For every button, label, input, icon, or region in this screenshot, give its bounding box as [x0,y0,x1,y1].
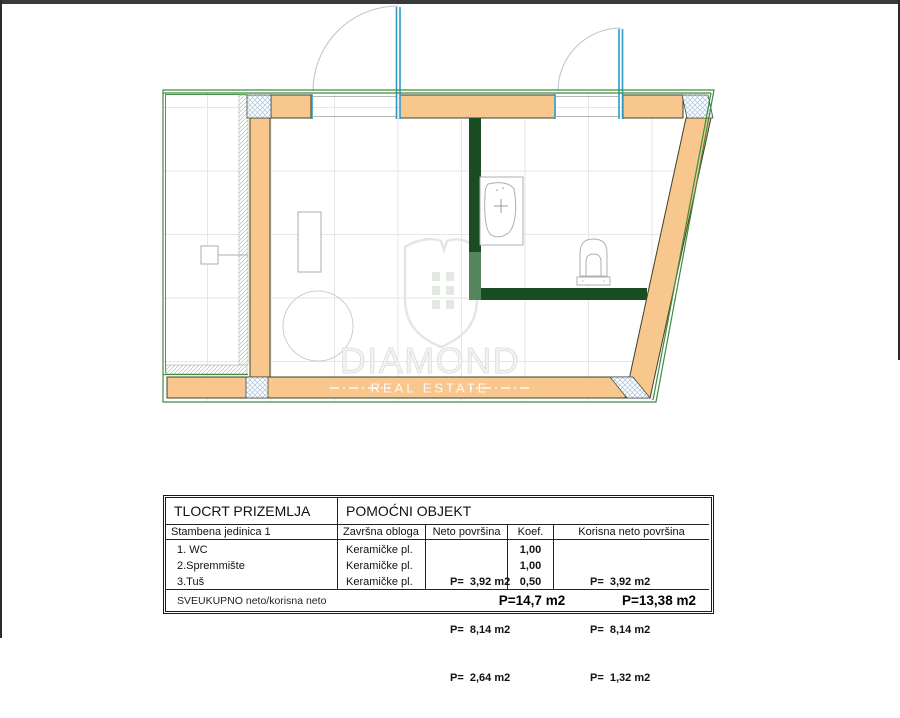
column-header-usable-area: Korisna neto površina [554,525,709,540]
room-name: 1. WC [177,544,208,556]
room-finish: Keramičke pl. [346,560,413,572]
room-net-area: P= 8,14 m2 [450,624,511,636]
door-2-swing-arc [558,28,621,91]
table-title-left: TLOCRT PRIZEMLJA [166,498,338,525]
room-net-area: P= 3,92 m2 [450,576,511,588]
top-wall-segment-c [623,95,683,118]
room-usable-area: P= 1,32 m2 [590,672,651,684]
door-1-swing-arc [313,6,398,91]
total-net-area: P=14,7 m2 [498,593,566,608]
table-title-right: POMOĆNI OBJEKT [338,498,709,525]
boiler [298,212,321,272]
column-room-names [166,540,338,590]
column-finishes [338,540,426,590]
terrace-edge-hatch-right [239,95,248,365]
watermark-tagline: REAL ESTATE [370,380,490,396]
watermark-logo [405,239,477,347]
total-usable-area: P=13,38 m2 [622,593,696,608]
toilet [577,239,610,285]
room-finish: Keramičke pl. [346,576,413,588]
watermark-building-windows [432,272,454,309]
watermark-brand: DIAMOND [339,340,521,381]
column-koefs [508,540,554,590]
frame-edge-left [0,0,2,638]
room-finish: Keramičke pl. [346,544,413,556]
terrace-edge-hatch-bottom [166,365,247,374]
column-header-finish: Završna obloga [338,525,426,540]
sink [480,177,523,245]
room-koef: 1,00 [519,544,542,556]
room-koef: 0,50 [519,576,542,588]
room-koef: 1,00 [519,560,542,572]
column-header-koef: Koef. [508,525,554,540]
door-1 [312,6,400,119]
frame-edge-top [0,0,900,4]
column-header-net-area: Neto površina [426,525,508,540]
left-wall [250,118,270,377]
column-header-unit: Stambena jedinica 1 [166,525,338,540]
room-usable-area: P= 8,14 m2 [590,624,651,636]
room-usable-area: P= 3,92 m2 [590,576,651,588]
area-table [163,495,714,684]
room-net-area: P= 2,64 m2 [450,672,511,684]
room-name: 3.Tuš [177,576,205,588]
table-footer [166,590,711,611]
top-wall-segment-a [271,95,311,118]
top-wall-segment-b [400,95,555,118]
column-net-areas [426,540,511,684]
total-label: SVEUKUPNO neto/korisna neto [177,594,327,607]
room-name: 2.Spremmište [177,560,245,572]
